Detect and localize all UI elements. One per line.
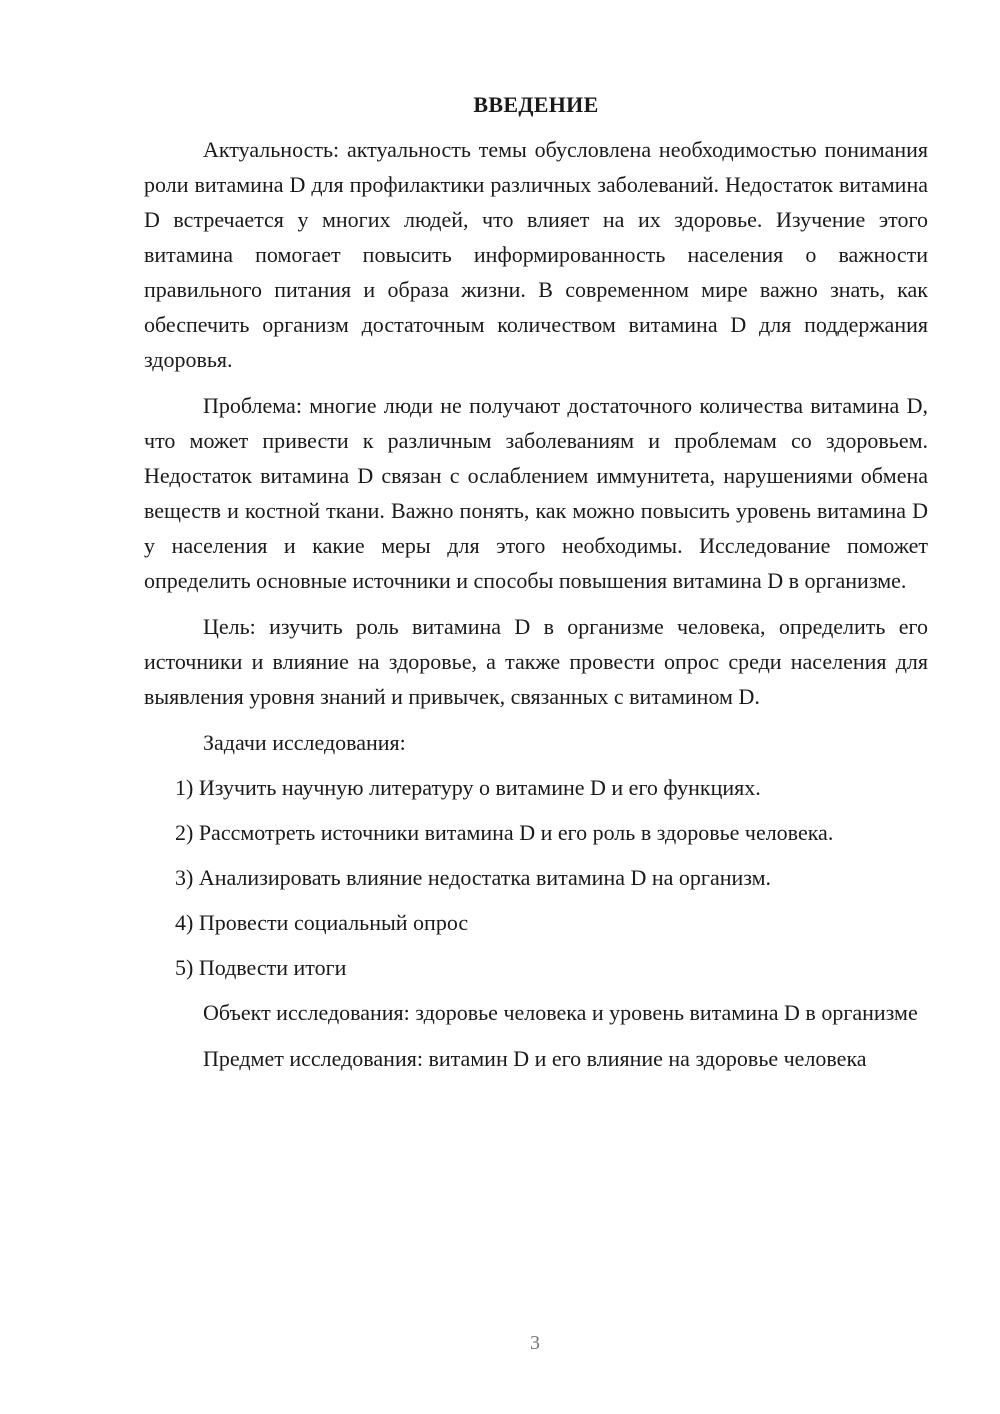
goal-paragraph: Цель: изучить роль витамина D в организме человека, определить его источники и влияние на здоровье, а также провести опрос среди населения для выявления уровня знаний и привычек, связанных с витамином D. — [144, 614, 928, 709]
problem-paragraph: Проблема: многие люди не получают достаточного количества витамина D, что может привести к различным заболеваниям и проблемам со здоровьем. Недостаток витамина D связан с ослаблением иммунитета, нарушениями обмена веществ и костной ткани. Важно понять, как можно повысить уровень витамина D у населения и какие меры для этого необходимы. Исследование поможет определить основные источники и способы повышения витамина D в организме. — [144, 393, 928, 593]
list-item: 2) Рассмотреть источники витамина D и его роль в здоровье человека. — [175, 820, 834, 845]
page-number: 3 — [530, 1332, 540, 1354]
list-item: 3) Анализировать влияние недостатка витамина D на организм. — [175, 865, 772, 890]
tasks-heading: Задачи исследования: — [203, 730, 406, 755]
list-item: 4) Провести социальный опрос — [175, 910, 469, 935]
document-page — [144, 90, 928, 1087]
relevance-paragraph: Актуальность: актуальность темы обусловлена необходимостью понимания роли витамина D для профилактики различных заболеваний. Недостаток витамина D встречается у многих людей, что влияет на их здоровье. Изучение этого витамина помогает повысить информированность населения о важности правильного питания и образа жизни. В современном мире важно знать, как обеспечить организм достаточным количеством витамина D для поддержания здоровья. — [144, 137, 928, 372]
object-paragraph: Объект исследования: здоровье человека и уровень витамина D в организме — [203, 1000, 918, 1025]
list-item: 5) Подвести итоги — [175, 955, 347, 980]
page-title: ВВЕДЕНИЕ — [473, 92, 599, 117]
list-item: 1) Изучить научную литературу о витамине D и его функциях. — [175, 775, 761, 800]
subject-paragraph: Предмет исследования: витамин D и его влияние на здоровье человека — [203, 1046, 867, 1071]
task-list — [144, 770, 928, 985]
